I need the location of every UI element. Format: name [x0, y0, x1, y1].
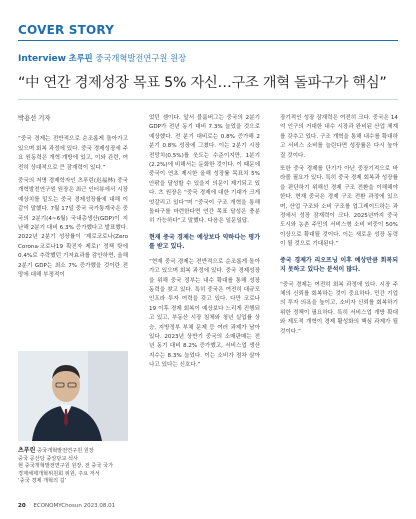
photo-caption [18, 447, 130, 486]
paragraph: 장기적인 성장 잠재력은 여전히 크다. 중국은 14억 인구의 거대한 내수 시장과 완비된 산업 체계를 갖추고 있다. 구조 개혁을 통해 내수를 확대하고 서비스 소비를 늘린다면 성장률은 다시 높아질 것이다. [280, 115, 398, 159]
headline: “中 연간 경제성장 목표 5% 자신…구조 개혁 돌파구가 핵심” [18, 75, 387, 91]
question-subhead: 중국 경제가 리오프닝 이후 예상만큼 회복되지 못하고 있다는 분석이 많다. [280, 256, 398, 274]
article-column-3 [280, 114, 398, 506]
caption-title: 중국개혁발전연구원 원장 [37, 448, 94, 454]
article-column-2 [149, 114, 260, 506]
paragraph: “중국 경제는 전반적으로 순조롭게 돌아가고 있으며 회복 과정에 있다. 중국 경제성장세 주요 원동력은 개혁·개방에 있고, 이와 관련, 여전히 상대적으로 큰 잠재력이 있다.” [18, 136, 128, 171]
caption-name: 츠푸린 [18, 447, 36, 454]
cover-story-label: COVER STORY [18, 23, 115, 37]
issue-date: 2023.08.01 [83, 503, 116, 509]
paragraph: 중국의 저명 경제학자인 츠푸린(迟福林) 중국개혁발전연구원 원장은 최근 인터뷰에서 시장 예상치를 밑도는 중국 경제성장률에 대해 이같이 말했다. 7월 17일 중국 국가통계국은 중국의 2분기(4~6월) 국내총생산(GDP)이 지난해 2분기 대비 6.3% 증가했다고 발표했다. 2022년 2분기 성장률이 ‘제로코로나(Zero Corona·코로나19 확진자 제로)’ 정책 탓에 0.4%로 추락했던 기저효과를 감안하면, 올해 2분기 GDP는 최소 7% 증가했을 것이란 전망에 대해 부정적이 [18, 178, 128, 279]
paragraph: 었던 셈이다. 앞서 블룸버그는 중국의 2분기 GDP가 전년 동기 대비 7.3% 늘었을 것으로 예상했다. 전 분기 대비로는 0.8% 증가해 2분기 0.8% 성장에 그쳤다. 이는 2분기 시장 전망치(0.5%)를 웃도는 수준이지만, 1분기(2.2%)에 비해서는 둔화한 것이다. 이 때문에 중국이 연초 제시한 올해 성장률 목표치 5% 안팎을 달성할 수 있을지 의문이 제기되고 있다. 츠 원장은 “중국 경제에 대한 기대가 크게 엇갈리고 있다”며 “중국이 구조 개혁을 통해 돌파구를 마련한다면 연간 목표 달성은 충분히 가능하다”고 말했다. 다음은 일문일답. [149, 115, 260, 225]
caption-line: 중국 공산당 중앙당교 석사 [18, 455, 79, 462]
question-subhead: 현재 중국 경제는 예상보다 약하다는 평가를 받고 있다. [149, 233, 260, 251]
page-number: 20 [18, 503, 26, 509]
interviewee-photo [18, 351, 128, 441]
paragraph: “중국 경제는 여전히 회복 과정에 있다. 시장 주체의 신뢰를 회복하는 것이 중요하다. 민간 기업의 투자 의욕을 높이고, 소비자 신뢰를 회복하기 위한 정책이 필요하다. 특히 서비스업 개방 확대와 제도적 개혁이 경제 활성화의 핵심 과제가 될 것이다.” [280, 281, 398, 335]
author-byline: 박용선 기자 [18, 115, 51, 122]
paragraph: “현재 중국 경제는 전반적으로 순조롭게 돌아가고 있으며 회복 과정에 있다. 중국 경제성장을 위해 중국 정부는 내수 확대를 통해 성장 동력을 찾고 있다. 특히 중국은 여전히 대규모 인프라 투자 여력을 갖고 있다. 다만 코로나19 이후 경제 회복이 예상보다 느리게 진행되고 있고, 부동산 시장 침체와 청년 실업률 상승, 지방정부 부채 문제 등 여러 과제가 남아 있다. 2023년 상반기 중국의 소매판매는 전년 동기 대비 8.2% 증가했고, 서비스업 생산지수는 8.3% 늘었다. 이는 소비가 점차 살아나고 있다는 신호다.” [149, 258, 260, 369]
interviewee-org: 중국개혁발전연구원 원장 [95, 53, 187, 63]
paragraph: 또한 중국 경제를 단기가 아닌 중장기적으로 바라볼 필요가 있다. 특히 중국 경제 회복과 성장률을 판단하기 위해선 경제 구조 전환을 이해해야 한다. 현재 중국은 경제 구조 전환 과정에 있으며, 산업 구조와 소비 구조를 업그레이드하는 과정에서 성장 잠재력이 크다. 2025년까지 중국 도시와 농촌 주민의 서비스형 소비 비중이 50% 이상으로 확대될 것이다. 이는 새로운 성장 동력이 될 것으로 기대된다.” [280, 166, 398, 248]
page-footer [18, 503, 115, 509]
interview-line [18, 52, 186, 64]
interviewee-name: 초루핀 [68, 53, 93, 63]
caption-line: 경제체제개혁위원회 위원, 주요 저서 [18, 470, 100, 477]
caption-line: 현 중국개혁발전연구원 원장, 전 중국 국가 [18, 463, 114, 470]
interview-label: Interview [18, 54, 66, 64]
headline-rule [18, 99, 398, 100]
caption-line: ‘중국 경제 개혁의 길’ [18, 478, 67, 485]
portrait-image [18, 351, 128, 441]
article-column-1 [18, 114, 128, 349]
cover-story-rule [18, 40, 398, 41]
magazine-name: ECONOMYChosun [33, 503, 82, 509]
